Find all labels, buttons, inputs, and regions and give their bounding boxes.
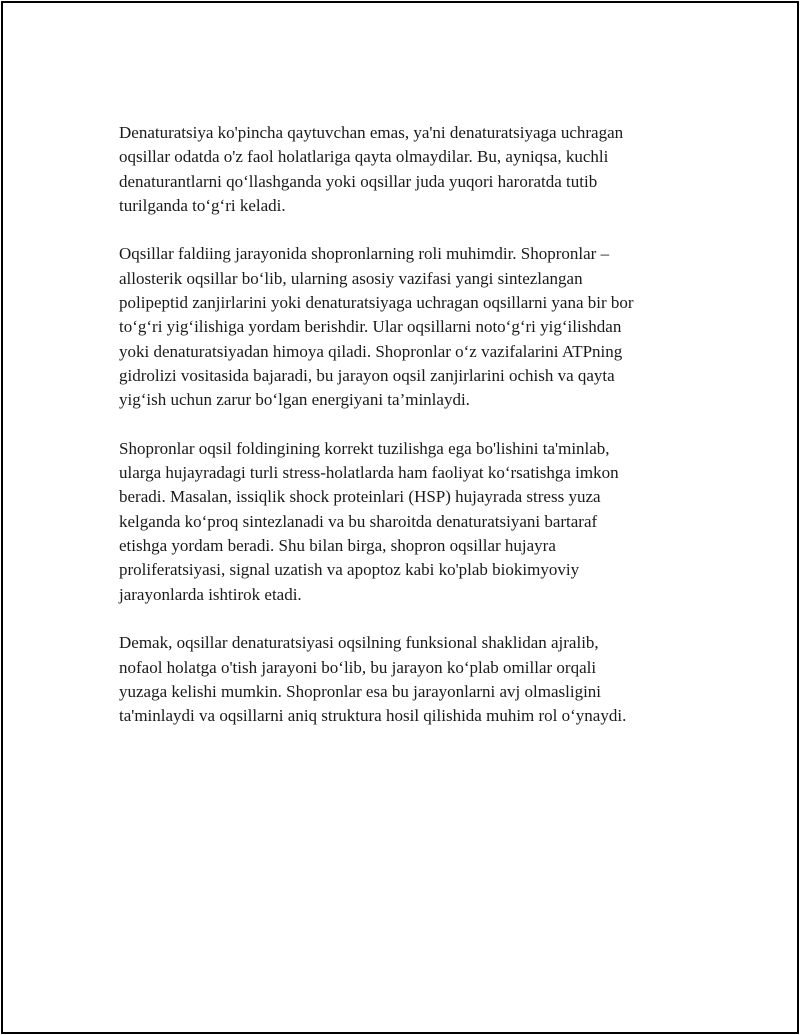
text-line: kelganda ko‘proq sintezlanadi va bu sharoitda denaturatsiyani bartaraf (119, 511, 598, 531)
text-line: Oqsillar faldiing jarayonida shopronlarning roli muhimdir. Shopronlar – (119, 244, 610, 264)
document-body (119, 121, 679, 753)
text-line: ularga hujayradagi turli stress-holatlarda ham faoliyat ko‘rsatishga imkon (119, 463, 619, 483)
text-line: beradi. Masalan, issiqlik shock proteinlari (HSP) hujayrada stress yuza (119, 487, 601, 507)
text-line: proliferatsiyasi, signal uzatish va apoptoz kabi ko'plab biokimyoviy (119, 560, 580, 580)
text-line: oqsillar odatda o'z faol holatlariga qayta olmaydilar. Bu, ayniqsa, kuchli (119, 147, 609, 167)
text-line: Denaturatsiya ko'pincha qaytuvchan emas, ya'ni denaturatsiyaga uchragan (119, 123, 624, 142)
text-line: Demak, oqsillar denaturatsiyasi oqsilning funksional shaklidan ajralib, (119, 633, 599, 653)
text-line: Shopronlar oqsil foldingining korrekt tuzilishga ega bo'lishini ta'minlab, (119, 438, 610, 458)
text-line: allosterik oqsillar bo‘lib, ularning asosiy vazifasi yangi sintezlangan (119, 268, 583, 288)
paragraph-denaturation-irreversible (119, 121, 679, 218)
text-line: to‘g‘ri yig‘ilishiga yordam berishdir. Ular oqsillarni noto‘g‘ri yig‘ilishdan (119, 317, 622, 337)
text-line: ta'minlaydi va oqsillarni aniq struktura hosil qilishida muhim rol o‘ynaydi. (119, 706, 627, 726)
page-frame (1, 1, 799, 1034)
paragraph-chaperone-role (119, 242, 679, 412)
text-line: yig‘ish uchun zarur bo‘lgan energiyani ta’minlaydi. (119, 390, 470, 410)
text-line: denaturantlarni qo‘llashganda yoki oqsillar juda yuqori haroratda tutib (119, 171, 598, 191)
text-line: gidrolizi vositasida bajaradi, bu jarayon oqsil zanjirlarini ochish va qayta (119, 365, 615, 385)
text-line: turilganda to‘g‘ri keladi. (119, 195, 286, 215)
text-line: etishga yordam beradi. Shu bilan birga, shopron oqsillar hujayra (119, 536, 556, 556)
text-line: yuzaga kelishi mumkin. Shopronlar esa bu jarayonlarni avj olmasligini (119, 681, 602, 701)
paragraph-chaperone-stress (119, 437, 679, 607)
text-line: nofaol holatga o'tish jarayoni bo‘lib, bu jarayon ko‘plab omillar orqali (119, 657, 597, 677)
text-line: jarayonlarda ishtirok etadi. (119, 584, 302, 604)
text-line: polipeptid zanjirlarini yoki denaturatsiyaga uchragan oqsillarni yana bir bor (119, 293, 634, 313)
paragraph-conclusion (119, 631, 679, 728)
text-line: yoki denaturatsiyadan himoya qiladi. Shopronlar o‘z vazifalarini ATPning (119, 341, 623, 361)
